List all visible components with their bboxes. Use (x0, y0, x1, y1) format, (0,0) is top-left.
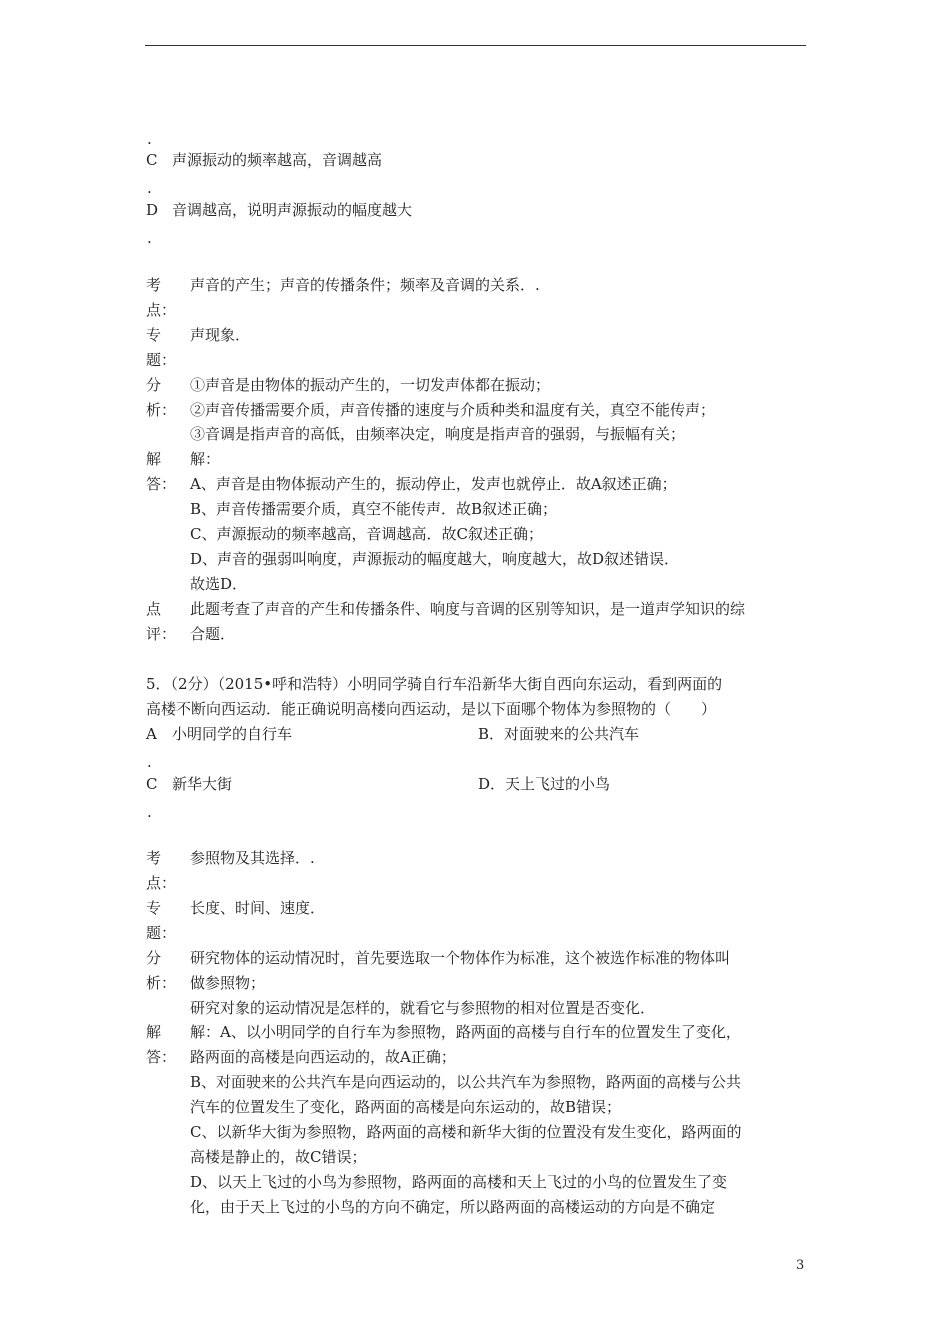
option-c-text: 声源振动的频率越高，音调越高 (172, 151, 383, 169)
kaodian-label: 点： (146, 301, 177, 319)
jieda-label: 解 (146, 1023, 162, 1041)
option-dot: . (147, 229, 152, 247)
jieda-line: D、声音的强弱叫响度，声源振动的幅度越大，响度越大，故D叙述错误． (190, 550, 680, 568)
kaodian-label: 考 (146, 276, 162, 294)
option-d: D．天上飞过的小鸟 (478, 775, 611, 793)
option-c-letter: C (146, 775, 158, 793)
fenxi-line: ①声音是由物体的振动产生的，一切发声体都在振动； (190, 376, 551, 394)
zhuanti-label: 题： (146, 351, 177, 369)
zhuanti-label: 题： (146, 924, 177, 942)
fenxi-label: 分 (146, 376, 162, 394)
fenxi-label: 析： (146, 974, 177, 992)
fenxi-line: ②声音传播需要介质，声音传播的速度与介质种类和温度有关，真空不能传声； (190, 401, 716, 419)
zhuanti-text: 声现象． (190, 326, 251, 344)
jieda-label: 答： (146, 1048, 177, 1066)
zhuanti-label: 专 (146, 899, 162, 917)
fenxi-line: 做参照物； (190, 974, 266, 992)
option-c-letter: C (146, 151, 158, 169)
option-a-letter: A (146, 725, 157, 743)
kaodian-label: 点： (146, 874, 177, 892)
jieda-line: C、声源振动的频率越高，音调越高．故C叙述正确； (190, 525, 543, 543)
option-c-text: 新华大街 (172, 775, 233, 793)
jieda-line: 路两面的高楼是向西运动的，故A正确； (190, 1048, 456, 1066)
jieda-line: 故选D． (190, 575, 248, 593)
question-stem: 5．（2分）（2015•呼和浩特）小明同学骑自行车沿新华大街自西向东运动，看到两面的 (146, 675, 723, 693)
option-d-letter: D (146, 201, 159, 219)
page-number: 3 (796, 1258, 805, 1273)
kaodian-label: 考 (146, 849, 162, 867)
jieda-label: 答： (146, 475, 177, 493)
jieda-label: 解 (146, 450, 162, 468)
jieda-line: 高楼是静止的，故C错误； (190, 1148, 367, 1166)
dianping-label: 点 (146, 600, 162, 618)
option-dot: . (147, 130, 152, 148)
question-stem: 高楼不断向西运动．能正确说明高楼向西运动，是以下面哪个物体为参照物的（ ） (146, 700, 717, 718)
jieda-line: B、声音传播需要介质，真空不能传声．故B叙述正确； (190, 500, 558, 518)
zhuanti-label: 专 (146, 326, 162, 344)
dianping-label: 评： (146, 625, 177, 643)
jieda-line: B、对面驶来的公共汽车是向西运动的，以公共汽车为参照物，路两面的高楼与公共 (190, 1073, 742, 1091)
fenxi-label: 析： (146, 401, 177, 419)
jieda-line: D、以天上飞过的小鸟为参照物，路两面的高楼和天上飞过的小鸟的位置发生了变 (190, 1173, 728, 1191)
option-dot: . (147, 179, 152, 197)
dianping-line: 此题考查了声音的产生和传播条件、响度与音调的区别等知识，是一道声学知识的综 (190, 600, 746, 618)
kaodian-text: 声音的产生；声音的传播条件；频率及音调的关系．. (190, 276, 540, 294)
jieda-line: 解：A、以小明同学的自行车为参照物，路两面的高楼与自行车的位置发生了变化， (190, 1023, 741, 1041)
jieda-line: 化，由于天上飞过的小鸟的方向不确定，所以路两面的高楼运动的方向是不确定 (190, 1198, 716, 1216)
fenxi-label: 分 (146, 949, 162, 967)
option-a-text: 小明同学的自行车 (172, 725, 293, 743)
kaodian-text: 参照物及其选择．. (190, 849, 315, 867)
jieda-line: A、声音是由物体振动产生的，振动停止，发声也就停止．故A叙述正确； (190, 475, 677, 493)
zhuanti-text: 长度、时间、速度． (190, 899, 326, 917)
option-dot: . (147, 803, 152, 821)
jieda-line: 汽车的位置发生了变化，路两面的高楼是向东运动的，故B错误； (190, 1098, 622, 1116)
option-dot: . (147, 753, 152, 771)
option-d-text: 音调越高，说明声源振动的幅度越大 (172, 201, 413, 219)
jieda-line: 解： (190, 450, 221, 468)
fenxi-line: 研究物体的运动情况时，首先要选取一个物体作为标准，这个被选作标准的物体叫 (190, 949, 731, 967)
option-b: B．对面驶来的公共汽车 (478, 725, 640, 743)
header-rule (145, 45, 806, 46)
jieda-line: C、以新华大街为参照物，路两面的高楼和新华大街的位置没有发生变化，路两面的 (190, 1123, 742, 1141)
fenxi-line: 研究对象的运动情况是怎样的，就看它与参照物的相对位置是否变化． (190, 999, 656, 1017)
fenxi-line: ③音调是指声音的高低，由频率决定，响度是指声音的强弱，与振幅有关； (190, 425, 686, 443)
dianping-line: 合题． (190, 625, 236, 643)
